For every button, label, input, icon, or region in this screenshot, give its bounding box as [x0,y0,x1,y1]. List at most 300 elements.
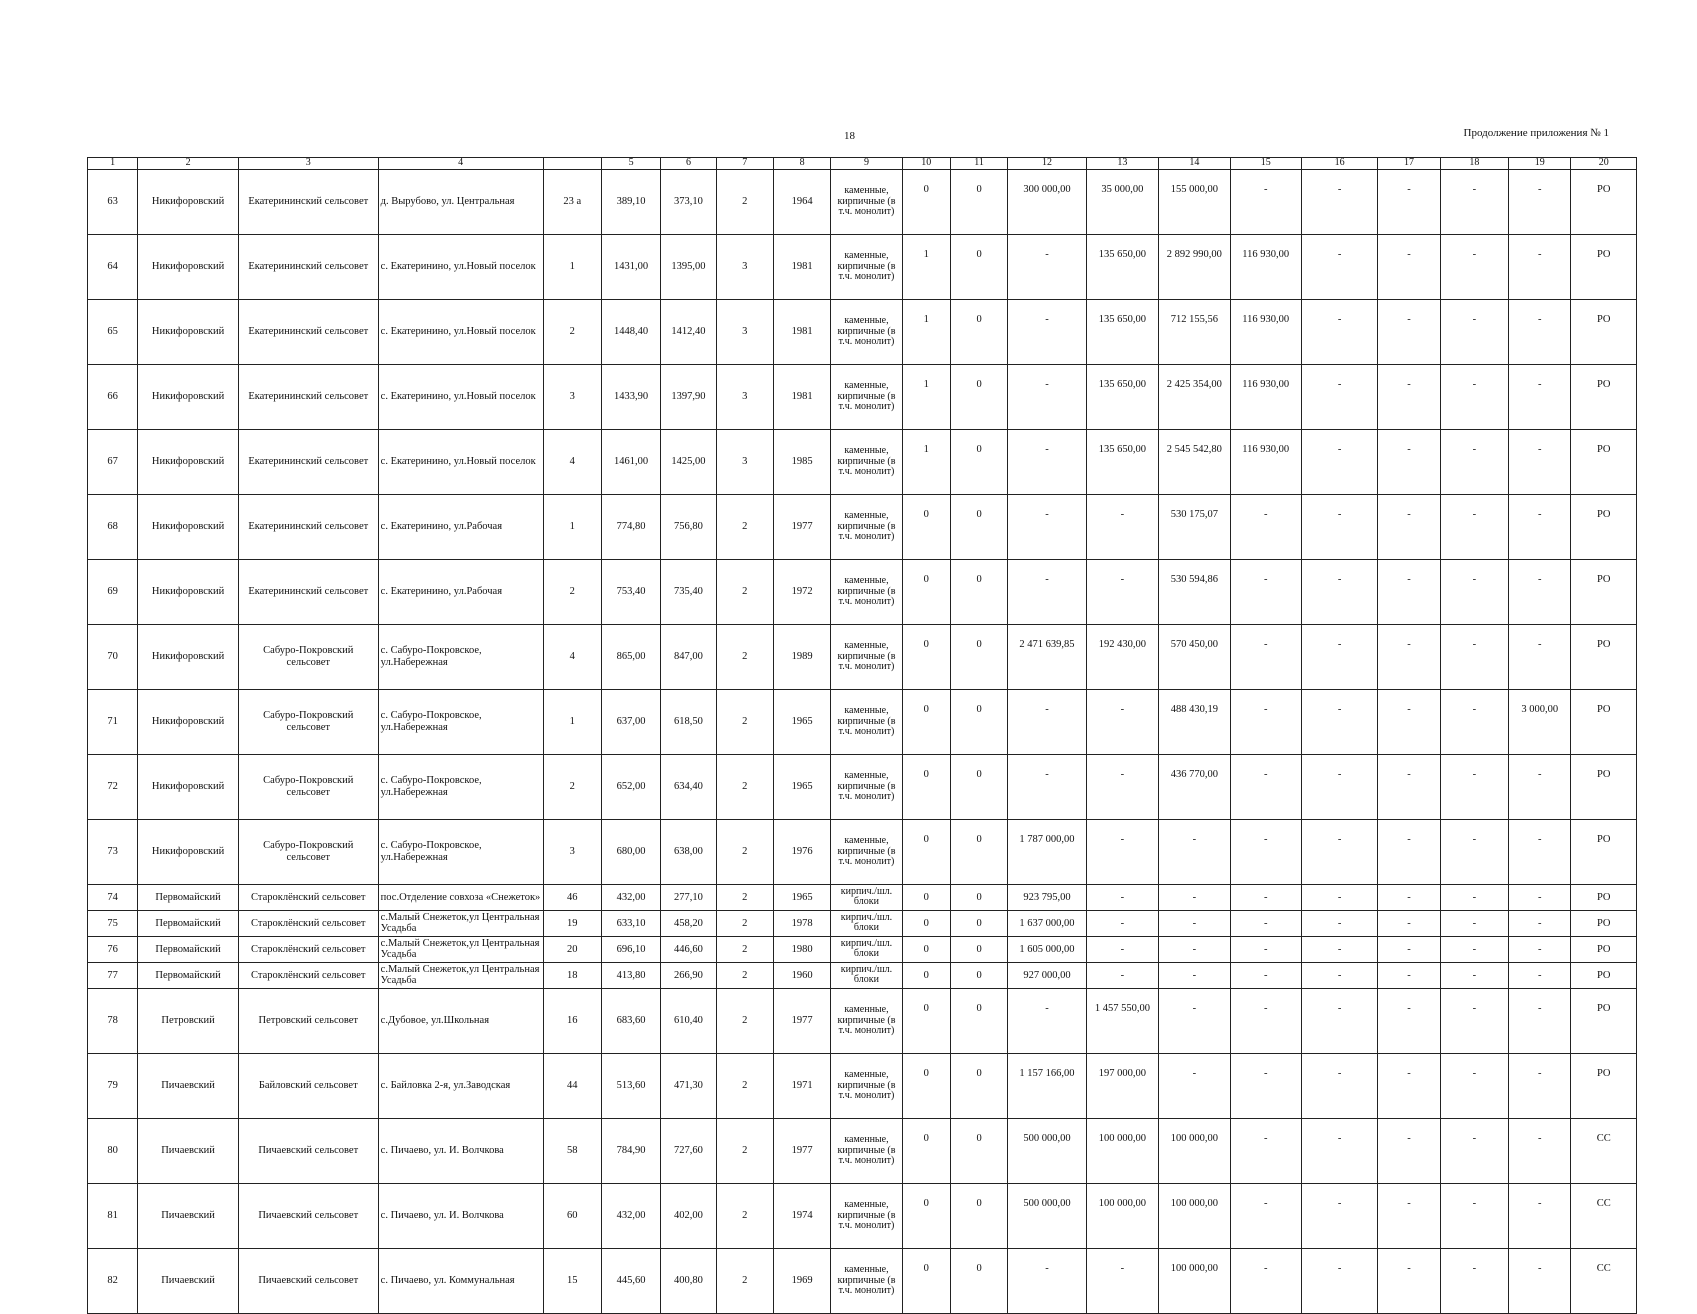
table-cell: 1397,90 [661,364,716,429]
table-cell: - [1378,1118,1440,1183]
table-cell: 436 770,00 [1159,754,1230,819]
table-cell: - [1159,910,1230,936]
table-cell: - [1440,559,1508,624]
table-cell: каменные, кирпичные (в т.ч. монолит) [831,819,902,884]
table-cell: 65 [88,299,138,364]
table-cell: - [1378,819,1440,884]
table-cell: - [1509,1248,1571,1313]
table-cell: 530 175,07 [1159,494,1230,559]
table-cell: РО [1571,169,1637,234]
table-cell: 712 155,56 [1159,299,1230,364]
table-cell: 1425,00 [661,429,716,494]
table-cell: кирпич./шл. блоки [831,910,902,936]
table-cell: 4 [543,429,601,494]
table-cell: 67 [88,429,138,494]
table-cell: - [1440,819,1508,884]
table-cell: с. Сабуро-Покровское, ул.Набережная [378,624,543,689]
table-cell: 116 930,00 [1230,234,1301,299]
table-cell: 1 [543,494,601,559]
column-header: 19 [1509,158,1571,170]
table-cell: 0 [902,624,950,689]
table-cell: - [1008,689,1086,754]
table-cell: 634,40 [661,754,716,819]
table-cell: 0 [950,819,1007,884]
table-cell: 44 [543,1053,601,1118]
table-cell: 784,90 [601,1118,660,1183]
table-cell: с.Дубовое, ул.Школьная [378,988,543,1053]
table-cell: Никифоровский [138,559,239,624]
table-cell: 432,00 [601,1183,660,1248]
table-cell: пос.Отделение совхоза «Снежеток» [378,884,543,910]
table-cell: каменные, кирпичные (в т.ч. монолит) [831,429,902,494]
table-cell: - [1301,962,1377,988]
table-cell: 2 [543,754,601,819]
table-cell: - [1086,936,1158,962]
table-cell: 3 [716,299,773,364]
table-cell: 135 650,00 [1086,429,1158,494]
table-cell: 1977 [773,494,830,559]
table-cell: - [1301,624,1377,689]
table-cell: с. Сабуро-Покровское, ул.Набережная [378,689,543,754]
table-cell: - [1301,1053,1377,1118]
table-cell: 0 [950,234,1007,299]
column-header: 3 [238,158,378,170]
table-cell: Никифоровский [138,169,239,234]
table-cell: - [1509,169,1571,234]
table-cell: с. Пичаево, ул. И. Волчкова [378,1183,543,1248]
table-cell: - [1378,1053,1440,1118]
table-cell: Пичаевский [138,1053,239,1118]
table-cell: - [1378,1183,1440,1248]
table-cell: 1969 [773,1248,830,1313]
table-cell: с. Сабуро-Покровское, ул.Набережная [378,754,543,819]
table-cell: - [1301,169,1377,234]
table-cell: 0 [902,1183,950,1248]
table-cell: - [1008,494,1086,559]
table-cell: 100 000,00 [1086,1183,1158,1248]
table-cell: каменные, кирпичные (в т.ч. монолит) [831,494,902,559]
table-cell: 100 000,00 [1159,1118,1230,1183]
table-cell: - [1301,1118,1377,1183]
table-cell: - [1301,689,1377,754]
column-header: 11 [950,158,1007,170]
table-cell: 74 [88,884,138,910]
table-cell: 81 [88,1183,138,1248]
table-cell: - [1509,1118,1571,1183]
table-cell: - [1301,1248,1377,1313]
table-cell: 18 [543,962,601,988]
table-cell: - [1230,624,1301,689]
table-cell: 2 [716,754,773,819]
table-cell: РО [1571,299,1637,364]
table-cell: 64 [88,234,138,299]
table-cell: 1965 [773,884,830,910]
table-cell: 71 [88,689,138,754]
table-cell: - [1301,936,1377,962]
table-row [88,819,1637,884]
table-cell: 696,10 [601,936,660,962]
column-header: 6 [661,158,716,170]
column-header: 10 [902,158,950,170]
table-cell: 23 а [543,169,601,234]
table-cell: РО [1571,494,1637,559]
table-cell: 73 [88,819,138,884]
table-cell: 135 650,00 [1086,299,1158,364]
table-body [88,169,1637,1313]
table-cell: - [1159,884,1230,910]
table-cell: 735,40 [661,559,716,624]
table-cell: - [1509,884,1571,910]
table-cell: 100 000,00 [1159,1183,1230,1248]
table-cell: 0 [950,988,1007,1053]
table-cell: РО [1571,819,1637,884]
table-cell: Пичаевский [138,1248,239,1313]
table-row [88,299,1637,364]
table-cell: Пичаевский сельсовет [238,1118,378,1183]
table-cell: 1 157 166,00 [1008,1053,1086,1118]
table-cell: 35 000,00 [1086,169,1158,234]
table-cell: 0 [950,1118,1007,1183]
page-number: 18 [844,130,855,142]
table-cell: - [1086,689,1158,754]
table-cell: с. Екатеринино, ул.Новый поселок [378,234,543,299]
table-cell: - [1230,1053,1301,1118]
table-cell: 20 [543,936,601,962]
table-cell: 0 [902,689,950,754]
table-cell: 373,10 [661,169,716,234]
table-cell: 1433,90 [601,364,660,429]
table-cell: - [1301,299,1377,364]
table-cell: 3 [543,819,601,884]
table-cell: - [1440,754,1508,819]
table-cell: 2 [716,559,773,624]
table-row [88,1053,1637,1118]
table-cell: - [1230,1118,1301,1183]
table-cell: - [1159,1053,1230,1118]
table-cell: - [1230,754,1301,819]
table-cell: 618,50 [661,689,716,754]
table-cell: 0 [950,624,1007,689]
table-row [88,494,1637,559]
table-cell: 1972 [773,559,830,624]
table-cell: - [1509,234,1571,299]
table-cell: 1 [543,234,601,299]
table-cell: Екатерининский сельсовет [238,429,378,494]
table-cell: - [1301,234,1377,299]
table-cell: - [1230,936,1301,962]
table-cell: с. Екатеринино, ул.Новый поселок [378,429,543,494]
table-cell: - [1440,429,1508,494]
table-cell: 69 [88,559,138,624]
table-cell: Екатерининский сельсовет [238,559,378,624]
table-cell: - [1440,1183,1508,1248]
table-cell: 1976 [773,819,830,884]
table-cell: - [1159,988,1230,1053]
table-cell: - [1008,429,1086,494]
table-row [88,234,1637,299]
table-cell: - [1301,364,1377,429]
table-cell: РО [1571,364,1637,429]
table-cell: 488 430,19 [1159,689,1230,754]
column-header: 1 [88,158,138,170]
table-cell: 513,60 [601,1053,660,1118]
table-cell: 865,00 [601,624,660,689]
table-cell: 116 930,00 [1230,299,1301,364]
table-cell: 2 [716,624,773,689]
table-cell: - [1230,819,1301,884]
table-cell: 680,00 [601,819,660,884]
table-cell: - [1440,884,1508,910]
column-header [543,158,601,170]
table-cell: - [1301,494,1377,559]
table-cell: Екатерининский сельсовет [238,494,378,559]
table-cell: 0 [902,936,950,962]
table-cell: - [1008,559,1086,624]
table-cell: 75 [88,910,138,936]
table-cell: 2 [716,169,773,234]
table-cell: 70 [88,624,138,689]
column-header: 16 [1301,158,1377,170]
table-cell: - [1086,754,1158,819]
table-cell: 402,00 [661,1183,716,1248]
table-cell: - [1301,819,1377,884]
table-cell: Первомайский [138,910,239,936]
table-cell: РО [1571,884,1637,910]
table-cell: 1 457 550,00 [1086,988,1158,1053]
table-cell: - [1378,988,1440,1053]
table-cell: - [1230,962,1301,988]
table-cell: 0 [902,910,950,936]
table-cell: каменные, кирпичные (в т.ч. монолит) [831,1248,902,1313]
table-cell: 1971 [773,1053,830,1118]
table-cell: Пичаевский [138,1118,239,1183]
table-cell: 0 [950,429,1007,494]
table-cell: - [1509,910,1571,936]
table-cell: - [1440,988,1508,1053]
table-cell: - [1378,962,1440,988]
table-cell: с. Пичаево, ул. И. Волчкова [378,1118,543,1183]
table-cell: 277,10 [661,884,716,910]
table-cell: кирпич./шл. блоки [831,962,902,988]
table-cell: - [1440,910,1508,936]
table-cell: - [1378,624,1440,689]
table-cell: - [1086,559,1158,624]
table-cell: Никифоровский [138,689,239,754]
table-row [88,962,1637,988]
table-cell: каменные, кирпичные (в т.ч. монолит) [831,1053,902,1118]
table-cell: - [1378,364,1440,429]
table-cell: 79 [88,1053,138,1118]
table-cell: Екатерининский сельсовет [238,299,378,364]
table-cell: 500 000,00 [1008,1183,1086,1248]
column-header: 2 [138,158,239,170]
table-cell: 82 [88,1248,138,1313]
table-cell: - [1440,689,1508,754]
table-cell: РО [1571,962,1637,988]
table-cell: 1431,00 [601,234,660,299]
table-cell: - [1301,884,1377,910]
table-cell: Первомайский [138,884,239,910]
table-cell: 135 650,00 [1086,364,1158,429]
table-cell: 432,00 [601,884,660,910]
table-cell: 1 787 000,00 [1008,819,1086,884]
table-cell: 155 000,00 [1159,169,1230,234]
table-cell: с. Екатеринино, ул.Рабочая [378,494,543,559]
table-cell: 0 [902,494,950,559]
table-cell: 0 [950,364,1007,429]
table-cell: Никифоровский [138,299,239,364]
table-cell: 1978 [773,910,830,936]
table-cell: 300 000,00 [1008,169,1086,234]
column-header: 20 [1571,158,1637,170]
table-cell: 78 [88,988,138,1053]
table-cell: - [1086,910,1158,936]
table-cell: с.Малый Снежеток,ул Центральная Усадьба [378,910,543,936]
table-cell: 0 [902,1053,950,1118]
table-cell: 1395,00 [661,234,716,299]
table-cell: - [1086,884,1158,910]
table-row [88,169,1637,234]
table-cell: 1 [543,689,601,754]
table-cell: - [1008,234,1086,299]
table-cell: Никифоровский [138,234,239,299]
table-row [88,364,1637,429]
column-number-row [88,158,1637,170]
table-cell: - [1378,169,1440,234]
table-cell: 3 [543,364,601,429]
table-cell: 2 [716,819,773,884]
table-cell: - [1440,299,1508,364]
table-cell: 1 [902,299,950,364]
table-cell: Первомайский [138,936,239,962]
table-cell: 1 [902,429,950,494]
table-cell: Староклёнский сельсовет [238,936,378,962]
table-cell: кирпич./шл. блоки [831,936,902,962]
table-cell: д. Вырубово, ул. Центральная [378,169,543,234]
table-cell: 2 [716,936,773,962]
table-cell: 2 [716,1183,773,1248]
table-cell: 0 [950,884,1007,910]
table-cell: 16 [543,988,601,1053]
table-cell: - [1301,559,1377,624]
table-cell: 638,00 [661,819,716,884]
table-row [88,988,1637,1053]
table-cell: 0 [902,988,950,1053]
table-cell: 58 [543,1118,601,1183]
table-cell: с. Байловка 2-я, ул.Заводская [378,1053,543,1118]
table-cell: 66 [88,364,138,429]
table-cell: Никифоровский [138,754,239,819]
table-cell: Петровский [138,988,239,1053]
table-cell: - [1008,988,1086,1053]
table-cell: Староклёнский сельсовет [238,962,378,988]
table-cell: - [1440,1248,1508,1313]
table-cell: 116 930,00 [1230,429,1301,494]
table-cell: 2 [716,884,773,910]
column-header: 5 [601,158,660,170]
table-cell: - [1301,988,1377,1053]
table-cell: СС [1571,1183,1637,1248]
table-cell: РО [1571,988,1637,1053]
table-cell: каменные, кирпичные (в т.ч. монолит) [831,299,902,364]
table-cell: - [1378,936,1440,962]
table-cell: 1989 [773,624,830,689]
table-cell: - [1509,962,1571,988]
table-cell: 1980 [773,936,830,962]
table-cell: с. Екатеринино, ул.Рабочая [378,559,543,624]
table-cell: 68 [88,494,138,559]
column-header: 12 [1008,158,1086,170]
table-cell: - [1440,1053,1508,1118]
table-cell: 192 430,00 [1086,624,1158,689]
table-cell: 3 [716,429,773,494]
table-cell: 2 [716,494,773,559]
table-cell: 80 [88,1118,138,1183]
column-header: 17 [1378,158,1440,170]
table-cell: каменные, кирпичные (в т.ч. монолит) [831,169,902,234]
table-cell: 19 [543,910,601,936]
table-cell: 774,80 [601,494,660,559]
table-cell: 266,90 [661,962,716,988]
table-cell: - [1301,910,1377,936]
table-cell: 72 [88,754,138,819]
table-cell: 847,00 [661,624,716,689]
table-cell: - [1301,754,1377,819]
table-cell: - [1378,754,1440,819]
table-cell: 116 930,00 [1230,364,1301,429]
table-cell: 2 471 639,85 [1008,624,1086,689]
table-cell: - [1301,1183,1377,1248]
table-cell: Первомайский [138,962,239,988]
table-cell: - [1086,1248,1158,1313]
table-row [88,624,1637,689]
table-cell: 471,30 [661,1053,716,1118]
table-cell: 1 [902,234,950,299]
table-cell: 1 [902,364,950,429]
table-cell: каменные, кирпичные (в т.ч. монолит) [831,689,902,754]
table-cell: РО [1571,936,1637,962]
table-cell: Екатерининский сельсовет [238,169,378,234]
table-cell: - [1230,689,1301,754]
table-cell: 500 000,00 [1008,1118,1086,1183]
table-cell: Петровский сельсовет [238,988,378,1053]
table-cell: каменные, кирпичные (в т.ч. монолит) [831,559,902,624]
table-cell: РО [1571,689,1637,754]
table-cell: 413,80 [601,962,660,988]
table-cell: каменные, кирпичные (в т.ч. монолит) [831,624,902,689]
table-cell: 2 425 354,00 [1159,364,1230,429]
table-cell: 15 [543,1248,601,1313]
table-cell: 530 594,86 [1159,559,1230,624]
table-cell: 1412,40 [661,299,716,364]
table-cell: 1461,00 [601,429,660,494]
table-cell: Сабуро-Покровский сельсовет [238,754,378,819]
table-cell: 100 000,00 [1086,1118,1158,1183]
table-cell: 923 795,00 [1008,884,1086,910]
table-cell: - [1086,494,1158,559]
table-cell: - [1509,559,1571,624]
table-cell: 2 [716,689,773,754]
table-cell: 1977 [773,1118,830,1183]
table-cell: - [1301,429,1377,494]
table-cell: - [1230,884,1301,910]
table-cell: 100 000,00 [1159,1248,1230,1313]
table-cell: РО [1571,559,1637,624]
table-cell: 2 [716,1118,773,1183]
table-cell: Никифоровский [138,494,239,559]
table-cell: Пичаевский [138,1183,239,1248]
table-cell: 927 000,00 [1008,962,1086,988]
